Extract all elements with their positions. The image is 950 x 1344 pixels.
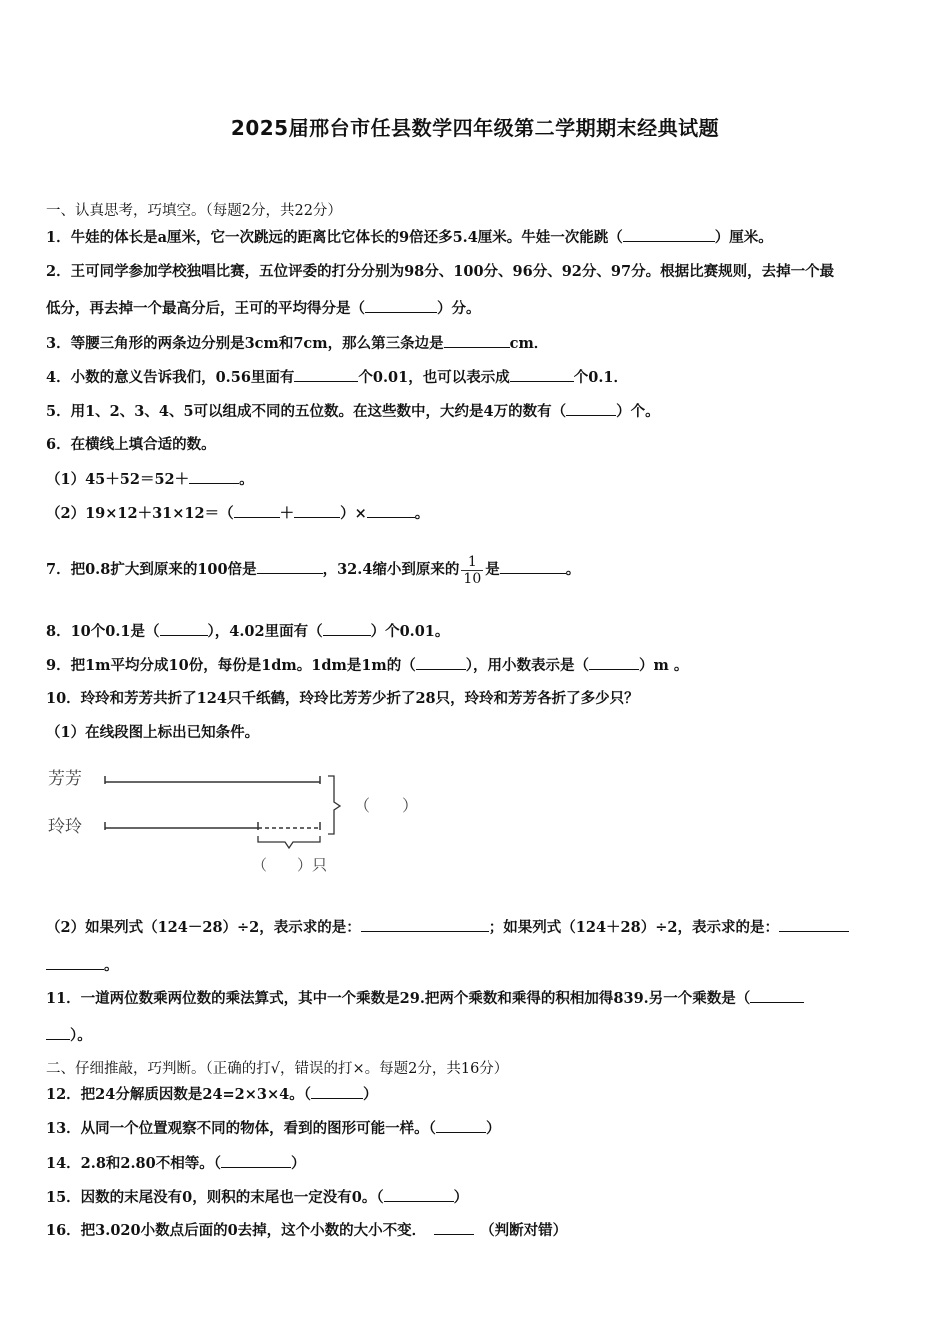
answer-blank[interactable] <box>294 503 340 518</box>
answer-blank[interactable] <box>367 503 415 518</box>
question-6-heading: 6．在横线上填合适的数。 <box>46 436 216 453</box>
question-5: 5．用1、2、3、4、5可以组成不同的五位数。在这些数中，大约是4万的数有（ ）个。 <box>46 403 660 420</box>
question-10-part-2-cont: 。 <box>46 955 914 976</box>
question-6-part-1: （1）45＋52＝52＋ 。 <box>46 471 254 488</box>
answer-blank[interactable] <box>434 1220 474 1235</box>
question-2-line-1: 2．王可同学参加学校独唱比赛，五位评委的打分分别为98分、100分、96分、92分、97分。根据比赛规则，去掉一个最 <box>46 263 835 280</box>
answer-blank[interactable] <box>46 1025 70 1040</box>
answer-blank[interactable] <box>221 1153 291 1168</box>
question-10-part-1: （1）在线段图上标出已知条件。 <box>46 724 260 741</box>
answer-blank[interactable] <box>160 621 208 636</box>
answer-blank[interactable] <box>234 503 280 518</box>
question-13: 13．从同一个位置观察不同的物体，看到的图形可能一样。（ ） <box>46 1120 501 1137</box>
page-title: 2025届邢台市任县数学四年级第二学期期末经典试题 <box>230 116 720 140</box>
question-16: 16．把3.020小数点后面的0去掉，这个小数的大小不变． （判断对错） <box>46 1222 568 1239</box>
answer-blank[interactable] <box>46 955 104 970</box>
question-3: 3．等腰三角形的两条边分别是3cm和7cm，那么第三条边是 cm． <box>46 335 549 352</box>
answer-blank[interactable] <box>189 469 239 484</box>
answer-blank[interactable] <box>500 559 566 574</box>
question-14: 14．2.8和2.80不相等。（ ） <box>46 1155 306 1172</box>
answer-blank[interactable] <box>294 367 358 382</box>
question-12: 12．把24分解质因数是24=2×3×4。（ ） <box>46 1086 378 1103</box>
bottom-brace <box>258 836 320 848</box>
answer-blank[interactable] <box>384 1187 454 1202</box>
fraction-one-tenth: $\frac{1}{10}$ <box>463 553 482 587</box>
answer-blank[interactable] <box>436 1118 486 1133</box>
label-fangfang: 芳芳 <box>48 769 82 789</box>
question-15: 15．因数的末尾没有0，则积的末尾也一定没有0。（ ） <box>46 1189 469 1206</box>
question-6-part-2: （2）19×12＋31×12＝（ ＋ ）× 。 <box>46 505 430 522</box>
answer-blank[interactable] <box>566 401 616 416</box>
answer-blank[interactable] <box>779 917 849 932</box>
question-11-cont: ）。 <box>46 1025 914 1046</box>
question-10-heading: 10．玲玲和芳芳共折了124只千纸鹤，玲玲比芳芳少折了28只，玲玲和芳芳各折了多少只？ <box>46 690 639 707</box>
answer-blank[interactable] <box>623 227 715 242</box>
answer-blank[interactable] <box>311 1084 363 1099</box>
answer-blank[interactable] <box>444 333 510 348</box>
question-2-line-2: 低分，再去掉一个最高分后，王可的平均得分是（ ）分。 <box>46 300 481 317</box>
answer-blank[interactable] <box>365 298 437 313</box>
question-10-part-2: （2）如果列式（124－28）÷2，表示求的是： ；如果列式（124＋28）÷2，表示求的是： <box>46 917 914 938</box>
question-7: 7．把0.8扩大到原来的100倍是 ，32.4缩小到原来的 $\frac{1}{10}$ 是 。 <box>46 553 581 587</box>
answer-blank[interactable] <box>323 621 371 636</box>
question-9: 9．把1m平均分成10份，每份是1dm。1dm是1m的（ ），用小数表示是（ ）m 。 <box>46 657 689 674</box>
answer-blank[interactable] <box>589 655 639 670</box>
line-segment-diagram <box>40 760 440 880</box>
total-label: （ ） <box>354 796 419 815</box>
question-4: 4．小数的意义告诉我们，0.56里面有 个0.01，也可以表示成 个0.1． <box>46 369 628 386</box>
question-1: 1．牛娃的体长是a厘米，它一次跳远的距离比它体长的9倍还多5.4厘米。牛娃一次能跳（ ）厘米。 <box>46 229 773 246</box>
label-lingling: 玲玲 <box>48 817 82 837</box>
answer-blank[interactable] <box>416 655 466 670</box>
answer-blank[interactable] <box>510 367 574 382</box>
right-brace <box>328 776 340 834</box>
difference-label: （ ）只 <box>252 856 328 874</box>
question-11: 11．一道两位数乘两位数的乘法算式，其中一个乘数是29.把两个乘数和乘得的积相加得839.另一个乘数是（ <box>46 988 914 1009</box>
answer-blank[interactable] <box>750 988 804 1003</box>
answer-blank[interactable] <box>361 917 489 932</box>
section-1-heading: 一、认真思考，巧填空。（每题2分，共22分） <box>46 203 342 219</box>
answer-blank[interactable] <box>257 559 323 574</box>
question-8: 8．10个0.1是（ ），4.02里面有（ ）个0.01。 <box>46 623 450 640</box>
section-2-heading: 二、仔细推敲，巧判断。（正确的打√，错误的打×。每题2分，共16分） <box>46 1061 509 1077</box>
